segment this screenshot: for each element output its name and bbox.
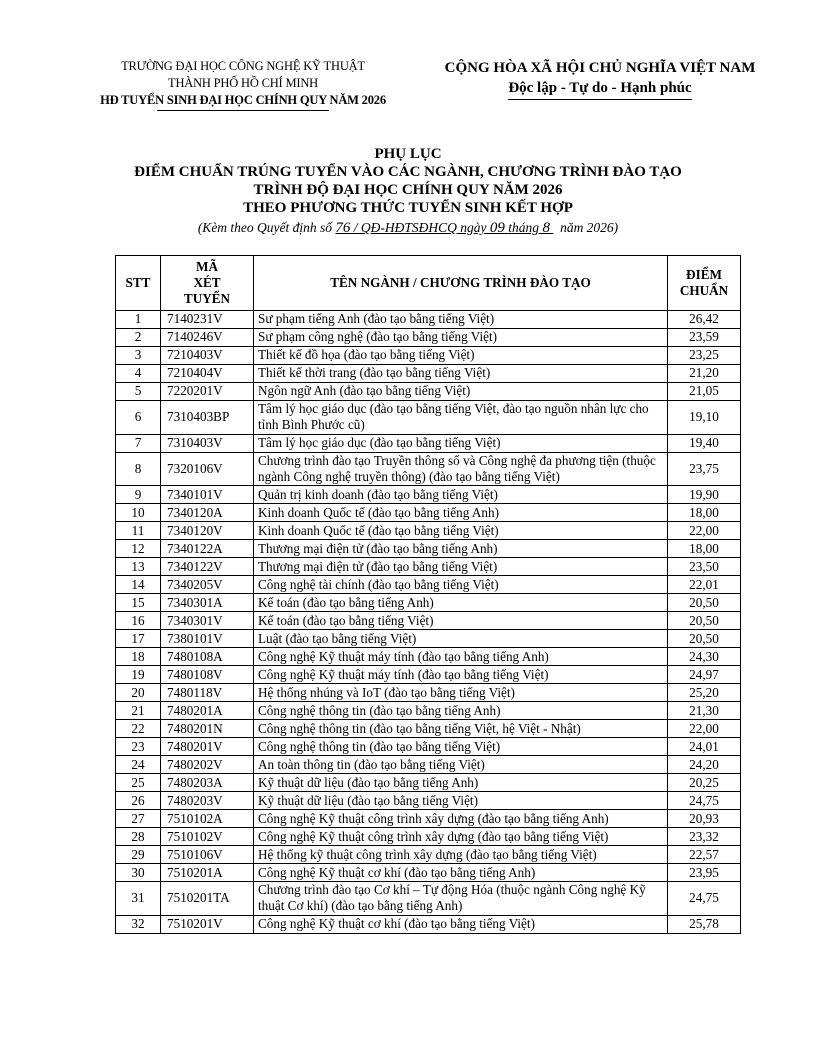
row-code: 7510201TA <box>161 882 254 916</box>
decision-day: 09 <box>489 220 505 236</box>
row-stt: 21 <box>116 702 161 720</box>
row-score: 20,93 <box>668 810 741 828</box>
row-stt: 8 <box>116 452 161 486</box>
row-stt: 4 <box>116 365 161 383</box>
row-score: 18,00 <box>668 504 741 522</box>
row-score: 24,30 <box>668 648 741 666</box>
row-stt: 24 <box>116 756 161 774</box>
row-code: 7340301A <box>161 594 254 612</box>
table-row <box>116 882 741 916</box>
row-stt: 28 <box>116 828 161 846</box>
row-name: Thương mại điện tử (đào tạo bằng tiếng Anh) <box>254 540 668 558</box>
decision-code: / QĐ-HĐTSĐHCQ ngày <box>353 220 487 235</box>
table-row <box>116 504 741 522</box>
row-name: Công nghệ thông tin (đào tạo bằng tiếng Anh) <box>254 702 668 720</box>
table-row <box>116 702 741 720</box>
header-name: TÊN NGÀNH / CHƯƠNG TRÌNH ĐÀO TẠO <box>254 256 668 311</box>
table-row <box>116 522 741 540</box>
row-stt: 30 <box>116 864 161 882</box>
table-row <box>116 594 741 612</box>
row-stt: 15 <box>116 594 161 612</box>
row-stt: 20 <box>116 684 161 702</box>
row-name: Công nghệ Kỹ thuật công trình xây dựng (đào tạo bằng tiếng Việt) <box>254 828 668 846</box>
national-header <box>420 58 780 100</box>
row-code: 7480203A <box>161 774 254 792</box>
row-stt: 23 <box>116 738 161 756</box>
row-score: 23,32 <box>668 828 741 846</box>
row-stt: 6 <box>116 401 161 435</box>
row-code: 7220201V <box>161 383 254 401</box>
row-code: 7340120V <box>161 522 254 540</box>
decision-month-label: tháng <box>508 220 540 235</box>
header-code-label: MÃ XÉT TUYỂN <box>183 259 231 306</box>
row-code: 7480202V <box>161 756 254 774</box>
row-score: 24,97 <box>668 666 741 684</box>
table-row <box>116 383 741 401</box>
row-name: Kế toán (đào tạo bằng tiếng Việt) <box>254 612 668 630</box>
row-name: Kỹ thuật dữ liệu (đào tạo bằng tiếng Anh) <box>254 774 668 792</box>
row-score: 24,01 <box>668 738 741 756</box>
row-stt: 5 <box>116 383 161 401</box>
row-score: 23,50 <box>668 558 741 576</box>
row-code: 7340122V <box>161 558 254 576</box>
row-name: Công nghệ Kỹ thuật công trình xây dựng (đào tạo bằng tiếng Anh) <box>254 810 668 828</box>
row-name: Sư phạm công nghệ (đào tạo bằng tiếng Việt) <box>254 329 668 347</box>
row-name: Kinh doanh Quốc tế (đào tạo bằng tiếng Anh) <box>254 504 668 522</box>
row-name: Thiết kế thời trang (đào tạo bằng tiếng Việt) <box>254 365 668 383</box>
title-line4: THEO PHƯƠNG THỨC TUYỂN SINH KẾT HỢP <box>243 200 573 216</box>
row-name: Ngôn ngữ Anh (đào tạo bằng tiếng Việt) <box>254 383 668 401</box>
row-stt: 18 <box>116 648 161 666</box>
row-code: 7480108A <box>161 648 254 666</box>
table-row <box>116 720 741 738</box>
row-stt: 2 <box>116 329 161 347</box>
row-code: 7480201N <box>161 720 254 738</box>
row-code: 7310403BP <box>161 401 254 435</box>
cutoff-score-table <box>115 255 741 934</box>
row-stt: 12 <box>116 540 161 558</box>
row-score: 20,50 <box>668 612 741 630</box>
table-row <box>116 810 741 828</box>
row-score: 21,05 <box>668 383 741 401</box>
title-appendix: PHỤ LỤC <box>374 146 442 162</box>
row-name: Công nghệ thông tin (đào tạo bằng tiếng Việt) <box>254 738 668 756</box>
row-stt: 10 <box>116 504 161 522</box>
row-stt: 17 <box>116 630 161 648</box>
row-code: 7340122A <box>161 540 254 558</box>
document-title <box>0 145 816 217</box>
row-stt: 13 <box>116 558 161 576</box>
row-stt: 11 <box>116 522 161 540</box>
row-name: Tâm lý học giáo dục (đào tạo bằng tiếng Việt, đào tạo nguồn nhân lực cho tỉnh Bình Phước cũ) <box>254 401 668 435</box>
decision-prefix: (Kèm theo Quyết định số <box>197 220 333 235</box>
table-row <box>116 648 741 666</box>
table-row <box>116 311 741 329</box>
row-name: Công nghệ thông tin (đào tạo bằng tiếng Việt, hệ Việt - Nhật) <box>254 720 668 738</box>
row-score: 19,90 <box>668 486 741 504</box>
header-code <box>161 256 254 311</box>
row-score: 25,20 <box>668 684 741 702</box>
row-name: Kinh doanh Quốc tế (đào tạo bằng tiếng Việt) <box>254 522 668 540</box>
row-name: Tâm lý học giáo dục (đào tạo bằng tiếng Việt) <box>254 434 668 452</box>
table-row <box>116 558 741 576</box>
table-row <box>116 846 741 864</box>
row-score: 23,25 <box>668 347 741 365</box>
table-row <box>116 915 741 933</box>
row-score: 25,78 <box>668 915 741 933</box>
row-score: 19,10 <box>668 401 741 435</box>
decision-suffix: năm 2026) <box>560 220 619 235</box>
table-row <box>116 401 741 435</box>
nation-name: CỘNG HÒA XÃ HỘI CHỦ NGHĨA VIỆT NAM <box>444 60 756 76</box>
table-row <box>116 452 741 486</box>
row-score: 22,00 <box>668 720 741 738</box>
school-name-line1: TRƯỜNG ĐẠI HỌC CÔNG NGHỆ KỸ THUẬT <box>121 59 365 73</box>
row-stt: 1 <box>116 311 161 329</box>
table-row <box>116 347 741 365</box>
row-stt: 26 <box>116 792 161 810</box>
header-stt: STT <box>116 256 161 311</box>
row-score: 23,95 <box>668 864 741 882</box>
table-row <box>116 434 741 452</box>
row-name: Kỹ thuật dữ liệu (đào tạo bằng tiếng Việt) <box>254 792 668 810</box>
row-code: 7210404V <box>161 365 254 383</box>
row-name: Quản trị kinh doanh (đào tạo bằng tiếng Việt) <box>254 486 668 504</box>
row-name: Công nghệ tài chính (đào tạo bằng tiếng Việt) <box>254 576 668 594</box>
row-score: 22,57 <box>668 846 741 864</box>
row-code: 7510201A <box>161 864 254 882</box>
row-code: 7510106V <box>161 846 254 864</box>
row-name: Công nghệ Kỹ thuật cơ khí (đào tạo bằng tiếng Anh) <box>254 864 668 882</box>
row-stt: 32 <box>116 915 161 933</box>
national-motto: Độc lập - Tự do - Hạnh phúc <box>508 78 691 100</box>
row-score: 20,50 <box>668 630 741 648</box>
table-row <box>116 792 741 810</box>
row-score: 26,42 <box>668 311 741 329</box>
row-stt: 16 <box>116 612 161 630</box>
row-name: Kế toán (đào tạo bằng tiếng Anh) <box>254 594 668 612</box>
row-name: An toàn thông tin (đào tạo bằng tiếng Việt) <box>254 756 668 774</box>
title-line2: ĐIỂM CHUẨN TRÚNG TUYỂN VÀO CÁC NGÀNH, CHƯƠNG TRÌNH ĐÀO TẠO <box>134 164 682 180</box>
table-row <box>116 365 741 383</box>
row-code: 7140231V <box>161 311 254 329</box>
row-name: Công nghệ Kỹ thuật máy tính (đào tạo bằng tiếng Anh) <box>254 648 668 666</box>
row-stt: 29 <box>116 846 161 864</box>
table-row <box>116 540 741 558</box>
row-score: 21,30 <box>668 702 741 720</box>
row-stt: 19 <box>116 666 161 684</box>
row-code: 7340120A <box>161 504 254 522</box>
row-stt: 31 <box>116 882 161 916</box>
table-row <box>116 828 741 846</box>
row-name: Hệ thống kỹ thuật công trình xây dựng (đào tạo bằng tiếng Việt) <box>254 846 668 864</box>
row-code: 7340205V <box>161 576 254 594</box>
row-score: 22,01 <box>668 576 741 594</box>
row-code: 7510201V <box>161 915 254 933</box>
row-score: 21,20 <box>668 365 741 383</box>
row-stt: 27 <box>116 810 161 828</box>
row-stt: 22 <box>116 720 161 738</box>
row-code: 7210403V <box>161 347 254 365</box>
row-code: 7340101V <box>161 486 254 504</box>
row-score: 23,59 <box>668 329 741 347</box>
row-code: 7380101V <box>161 630 254 648</box>
decision-number: 76 <box>335 220 351 236</box>
admissions-board: HĐ TUYỂN SINH ĐẠI HỌC CHÍNH QUY NĂM 2026 <box>100 93 386 107</box>
row-score: 24,75 <box>668 792 741 810</box>
row-code: 7480118V <box>161 684 254 702</box>
header-left-rule <box>157 110 329 111</box>
table-row <box>116 486 741 504</box>
table-row <box>116 684 741 702</box>
row-name: Chương trình đào tạo Truyền thông số và Công nghệ đa phương tiện (thuộc ngành Công nghệ truyền thông) (đào tạo bằng tiếng Việt) <box>254 452 668 486</box>
row-code: 7480203V <box>161 792 254 810</box>
row-name: Công nghệ Kỹ thuật máy tính (đào tạo bằng tiếng Việt) <box>254 666 668 684</box>
table-row <box>116 329 741 347</box>
row-code: 7510102A <box>161 810 254 828</box>
row-name: Hệ thống nhúng và IoT (đào tạo bằng tiếng Việt) <box>254 684 668 702</box>
row-score: 23,75 <box>668 452 741 486</box>
table-row <box>116 774 741 792</box>
table-row <box>116 666 741 684</box>
row-score: 19,40 <box>668 434 741 452</box>
row-name: Chương trình đào tạo Cơ khí – Tự động Hóa (thuộc ngành Công nghệ Kỹ thuật Cơ khí) (đào tạo bằng tiếng Anh) <box>254 882 668 916</box>
title-line3: TRÌNH ĐỘ ĐẠI HỌC CHÍNH QUY NĂM 2026 <box>253 182 563 198</box>
row-code: 7310403V <box>161 434 254 452</box>
row-name: Thiết kế đồ họa (đào tạo bằng tiếng Việt) <box>254 347 668 365</box>
row-score: 18,00 <box>668 540 741 558</box>
row-code: 7480201A <box>161 702 254 720</box>
row-stt: 14 <box>116 576 161 594</box>
table-header-row <box>116 256 741 311</box>
issuer-header <box>78 58 408 111</box>
table-row <box>116 738 741 756</box>
row-name: Công nghệ Kỹ thuật cơ khí (đào tạo bằng tiếng Việt) <box>254 915 668 933</box>
table-row <box>116 756 741 774</box>
decision-reference <box>0 219 816 237</box>
row-code: 7340301V <box>161 612 254 630</box>
row-stt: 9 <box>116 486 161 504</box>
header-score: ĐIỂM CHUẨN <box>668 256 741 311</box>
table-row <box>116 630 741 648</box>
row-code: 7480201V <box>161 738 254 756</box>
row-code: 7510102V <box>161 828 254 846</box>
table-row <box>116 864 741 882</box>
row-stt: 25 <box>116 774 161 792</box>
table-body <box>116 311 741 934</box>
school-name-line2: THÀNH PHỐ HỒ CHÍ MINH <box>168 76 318 90</box>
row-stt: 3 <box>116 347 161 365</box>
row-name: Thương mại điện tử (đào tạo bằng tiếng Việt) <box>254 558 668 576</box>
row-score: 20,25 <box>668 774 741 792</box>
row-stt: 7 <box>116 434 161 452</box>
row-score: 20,50 <box>668 594 741 612</box>
row-name: Luật (đào tạo bằng tiếng Việt) <box>254 630 668 648</box>
table-row <box>116 576 741 594</box>
row-code: 7480108V <box>161 666 254 684</box>
row-code: 7140246V <box>161 329 254 347</box>
row-name: Sư phạm tiếng Anh (đào tạo bằng tiếng Việt) <box>254 311 668 329</box>
decision-month: 8 <box>542 220 550 236</box>
row-score: 24,20 <box>668 756 741 774</box>
row-code: 7320106V <box>161 452 254 486</box>
table-row <box>116 612 741 630</box>
row-score: 24,75 <box>668 882 741 916</box>
row-score: 22,00 <box>668 522 741 540</box>
